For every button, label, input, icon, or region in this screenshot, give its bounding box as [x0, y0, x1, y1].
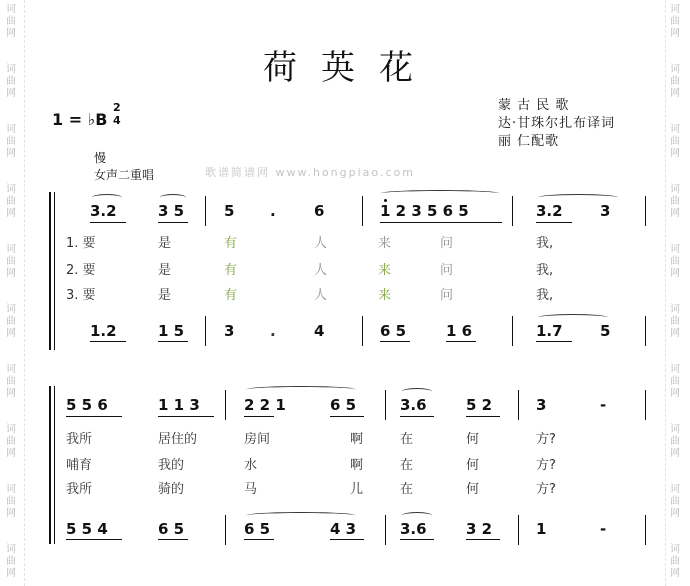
slur: [380, 190, 500, 197]
note-group: 3 2: [466, 520, 493, 538]
note-group: 1 6: [446, 322, 473, 340]
barline: [362, 196, 363, 226]
right-watermark-column: [664, 0, 690, 586]
side-watermark-glyph: 词: [670, 64, 680, 75]
side-watermark-glyph: 网: [670, 568, 680, 579]
note-group: 3: [600, 202, 611, 220]
lyric: 何: [466, 482, 480, 497]
note-group: 1 1 3: [158, 396, 200, 414]
barline: [385, 390, 386, 420]
slur: [402, 512, 432, 519]
lyric: 水: [244, 458, 258, 473]
barline: [225, 515, 226, 545]
side-watermark-glyph: 网: [6, 508, 16, 519]
underline: [158, 539, 188, 540]
slur: [246, 512, 356, 519]
tempo-marking: 慢: [94, 151, 107, 165]
lyric: 问: [440, 263, 454, 278]
side-watermark-glyph: 词: [6, 184, 16, 195]
key-signature: 1 = ♭B: [52, 110, 108, 129]
note-group: 5 5 6: [66, 396, 108, 414]
side-watermark-glyph: 词: [670, 304, 680, 315]
lyric: 来: [378, 236, 392, 251]
side-watermark-glyph: 曲: [6, 436, 16, 447]
side-watermark-glyph: 词: [670, 4, 680, 15]
underline: [400, 416, 434, 417]
side-watermark-glyph: 词: [6, 244, 16, 255]
side-watermark-glyph: 曲: [670, 196, 680, 207]
underline: [66, 416, 122, 417]
underline: [66, 539, 122, 540]
lyric: 啊: [350, 458, 364, 473]
performance-note: 女声二重唱: [94, 168, 155, 182]
right-margin-line: [665, 0, 666, 586]
slur: [92, 194, 122, 201]
octave-dot: [384, 199, 387, 202]
system-bracket: [49, 386, 51, 544]
side-watermark-glyph: 网: [6, 388, 16, 399]
side-watermark-glyph: 网: [670, 88, 680, 99]
side-watermark-glyph: 曲: [670, 436, 680, 447]
lyric: 有: [224, 288, 238, 303]
side-watermark-glyph: 网: [670, 208, 680, 219]
note-group: 6 5: [244, 520, 271, 538]
underline: [90, 341, 126, 342]
lyric: 来: [378, 288, 392, 303]
time-signature-top: 2: [113, 101, 121, 114]
note-group: 1: [536, 520, 547, 538]
note-group: .: [270, 322, 276, 340]
slur: [538, 314, 608, 321]
side-watermark-glyph: 词: [670, 124, 680, 135]
lyric: 何: [466, 432, 480, 447]
side-watermark-glyph: 曲: [670, 16, 680, 27]
side-watermark-glyph: 词: [6, 64, 16, 75]
underline: [244, 539, 274, 540]
note-group: 6 5: [330, 396, 357, 414]
side-watermark-glyph: 曲: [670, 256, 680, 267]
barline: [512, 316, 513, 346]
note-group: 3: [536, 396, 547, 414]
lyric: 我,: [536, 263, 554, 278]
barline: [385, 515, 386, 545]
side-watermark-glyph: 网: [6, 448, 16, 459]
side-watermark-glyph: 词: [6, 364, 16, 375]
time-signature-bottom: 4: [113, 114, 121, 127]
note-group: 6 5: [158, 520, 185, 538]
left-margin-line: [24, 0, 25, 586]
barline: [362, 316, 363, 346]
side-watermark-glyph: 词: [670, 364, 680, 375]
barline: [205, 316, 206, 346]
slur: [402, 388, 432, 395]
tempo-block: [94, 150, 154, 184]
lyric: 在: [400, 432, 414, 447]
credits: [498, 97, 615, 151]
side-watermark-glyph: 曲: [6, 256, 16, 267]
lyric: 我所: [66, 482, 93, 497]
lyric: 有: [224, 236, 238, 251]
side-watermark-glyph: 词: [6, 484, 16, 495]
side-watermark-glyph: 词: [6, 4, 16, 15]
underline: [158, 222, 188, 223]
underline: [536, 341, 572, 342]
barline: [205, 196, 206, 226]
barline: [518, 515, 519, 545]
side-watermark-glyph: 词: [670, 544, 680, 555]
site-watermark: 歌谱简谱网 www.hongpiao.com: [205, 166, 415, 179]
side-watermark-glyph: 网: [670, 328, 680, 339]
side-watermark-glyph: 曲: [670, 376, 680, 387]
slur: [246, 386, 356, 393]
side-watermark-glyph: 网: [670, 268, 680, 279]
note-group: .: [270, 202, 276, 220]
barline: [225, 390, 226, 420]
song-title: 荷英花: [263, 48, 437, 88]
side-watermark-glyph: 网: [6, 148, 16, 159]
lyric: 人: [314, 263, 328, 278]
lyric: 有: [224, 263, 238, 278]
note-group: 1.2: [90, 322, 117, 340]
note-group: 6: [314, 202, 325, 220]
underline: [466, 416, 500, 417]
side-watermark-glyph: 词: [6, 424, 16, 435]
lyric: 是: [158, 263, 172, 278]
underline: [244, 416, 274, 417]
time-signature: [113, 101, 121, 127]
note-group: 5: [224, 202, 235, 220]
side-watermark-glyph: 曲: [6, 316, 16, 327]
side-watermark-glyph: 曲: [670, 76, 680, 87]
note-group: 3 5: [158, 202, 185, 220]
lyric: 是: [158, 236, 172, 251]
lyric: 我的: [158, 458, 185, 473]
barline: [645, 390, 646, 420]
note-group: 1 2 3 5 6 5: [380, 202, 469, 220]
side-watermark-glyph: 曲: [6, 496, 16, 507]
side-watermark-glyph: 网: [6, 28, 16, 39]
lyric: 啊: [350, 432, 364, 447]
lyric: 骑的: [158, 482, 185, 497]
side-watermark-glyph: 词: [670, 244, 680, 255]
underline: [330, 416, 364, 417]
underline: [466, 539, 500, 540]
side-watermark-glyph: 曲: [6, 16, 16, 27]
lyric: 我,: [536, 236, 554, 251]
system-line: [54, 192, 55, 350]
side-watermark-glyph: 网: [670, 148, 680, 159]
note-group: 5 5 4: [66, 520, 108, 538]
note-group: 3.6: [400, 520, 427, 538]
lyric: 2. 要: [66, 263, 96, 278]
side-watermark-glyph: 曲: [6, 556, 16, 567]
note-group: -: [600, 396, 607, 414]
lyric: 在: [400, 482, 414, 497]
lyric: 3. 要: [66, 288, 96, 303]
side-watermark-glyph: 网: [670, 508, 680, 519]
side-watermark-glyph: 网: [6, 208, 16, 219]
side-watermark-glyph: 网: [670, 28, 680, 39]
note-group: 1.7: [536, 322, 563, 340]
side-watermark-glyph: 曲: [670, 496, 680, 507]
side-watermark-glyph: 曲: [670, 136, 680, 147]
underline: [536, 222, 572, 223]
left-watermark-column: [0, 0, 26, 586]
side-watermark-glyph: 曲: [670, 556, 680, 567]
lyric: 在: [400, 458, 414, 473]
underline: [158, 416, 214, 417]
side-watermark-glyph: 曲: [670, 316, 680, 327]
lyric: 马: [244, 482, 258, 497]
side-watermark-glyph: 词: [6, 124, 16, 135]
lyric: 方?: [536, 432, 556, 447]
credit-lyrics: 达·甘珠尔扎布译词: [498, 116, 616, 131]
lyric: 方?: [536, 482, 556, 497]
underline: [446, 341, 476, 342]
lyric: 问: [440, 236, 454, 251]
lyric: 人: [314, 288, 328, 303]
lyric: 人: [314, 236, 328, 251]
barline: [645, 515, 646, 545]
lyric: 方?: [536, 458, 556, 473]
note-group: 3.2: [90, 202, 117, 220]
side-watermark-glyph: 曲: [6, 76, 16, 87]
lyric: 问: [440, 288, 454, 303]
underline: [158, 341, 188, 342]
note-group: 3.2: [536, 202, 563, 220]
lyric: 房间: [244, 432, 271, 447]
underline: [330, 539, 364, 540]
note-group: 1 5: [158, 322, 185, 340]
underline: [90, 222, 126, 223]
lyric: 来: [378, 263, 392, 278]
note-group: 6 5: [380, 322, 407, 340]
lyric: 是: [158, 288, 172, 303]
note-group: 3: [224, 322, 235, 340]
side-watermark-glyph: 网: [670, 448, 680, 459]
note-group: 2 2 1: [244, 396, 286, 414]
slur: [538, 194, 618, 201]
side-watermark-glyph: 曲: [6, 136, 16, 147]
lyric: 儿: [350, 482, 364, 497]
side-watermark-glyph: 网: [6, 568, 16, 579]
side-watermark-glyph: 网: [6, 268, 16, 279]
note-group: -: [600, 520, 607, 538]
side-watermark-glyph: 词: [670, 484, 680, 495]
side-watermark-glyph: 词: [670, 184, 680, 195]
side-watermark-glyph: 网: [670, 388, 680, 399]
barline: [518, 390, 519, 420]
side-watermark-glyph: 曲: [6, 196, 16, 207]
lyric: 1. 要: [66, 236, 96, 251]
underline: [400, 539, 434, 540]
note-group: 5 2: [466, 396, 493, 414]
note-group: 3.6: [400, 396, 427, 414]
side-watermark-glyph: 网: [6, 328, 16, 339]
lyric: 居住的: [158, 432, 198, 447]
barline: [512, 196, 513, 226]
credit-arranger: 丽 仁配歌: [498, 134, 560, 149]
underline: [380, 222, 502, 223]
underline: [380, 341, 410, 342]
barline: [645, 196, 646, 226]
lyric: 我所: [66, 432, 93, 447]
lyric: 我,: [536, 288, 554, 303]
note-group: 5: [600, 322, 611, 340]
credit-origin: 蒙 古 民 歌: [498, 98, 570, 113]
side-watermark-glyph: 词: [670, 424, 680, 435]
system-bracket: [49, 192, 51, 350]
note-group: 4: [314, 322, 325, 340]
lyric: 何: [466, 458, 480, 473]
note-group: 4 3: [330, 520, 357, 538]
lyric: 哺育: [66, 458, 93, 473]
system-line: [54, 386, 55, 544]
side-watermark-glyph: 网: [6, 88, 16, 99]
side-watermark-glyph: 词: [6, 544, 16, 555]
side-watermark-glyph: 曲: [6, 376, 16, 387]
side-watermark-glyph: 词: [6, 304, 16, 315]
slur: [160, 194, 186, 201]
barline: [645, 316, 646, 346]
